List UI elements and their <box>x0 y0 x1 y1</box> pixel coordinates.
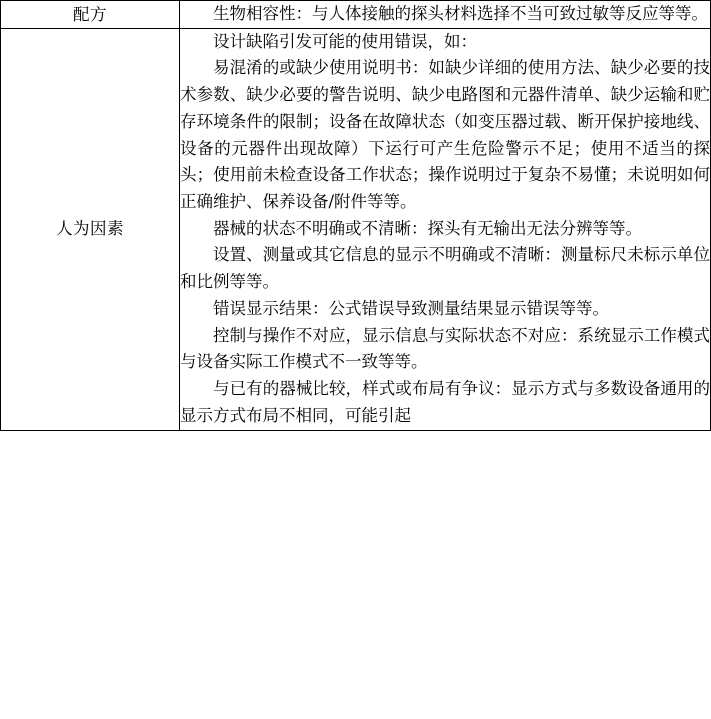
paragraph: 生物相容性：与人体接触的探头材料选择不当可致过敏等反应等等。 <box>213 4 708 23</box>
row-content-formula <box>180 1 711 29</box>
row-content-human-factors <box>180 28 711 430</box>
row-label-formula: 配方 <box>1 1 180 29</box>
table-row <box>1 1 711 29</box>
paragraph: 设计缺陷引发可能的使用错误，如： <box>213 31 477 51</box>
paragraph: 错误显示结果：公式错误导致测量结果显示错误等等。 <box>213 298 609 318</box>
paragraph: 器械的状态不明确或不清晰：探头有无输出无法分辨等等。 <box>213 218 642 238</box>
paragraph: 与已有的器械比较，样式或布局有争议：显示方式与多数设备通用的显示方式布局不相同，可能引起 <box>180 379 710 425</box>
row-label-human-factors: 人为因素 <box>1 28 180 430</box>
paragraph: 易混淆的或缺少使用说明书：如缺少详细的使用方法、缺少必要的技术参数、缺少必要的警告说明、缺少电路图和元器件清单、缺少运输和贮存环境条件的限制；设备在故障状态（如变压器过载、断开保护接地线、设备的元器件出现故障）下运行可产生危险警示不足；使用不适当的探头；使用前未检查设备工作状态；操作说明过于复杂不易懂；未说明如何正确维护、保养设备/附件等等。 <box>180 58 710 212</box>
paragraph: 控制与操作不对应，显示信息与实际状态不对应：系统显示工作模式与设备实际工作模式不一致等等。 <box>180 325 710 372</box>
paragraph: 设置、测量或其它信息的显示不明确或不清晰：测量标尺未标示单位和比例等等。 <box>180 245 710 292</box>
table-row <box>1 28 711 430</box>
